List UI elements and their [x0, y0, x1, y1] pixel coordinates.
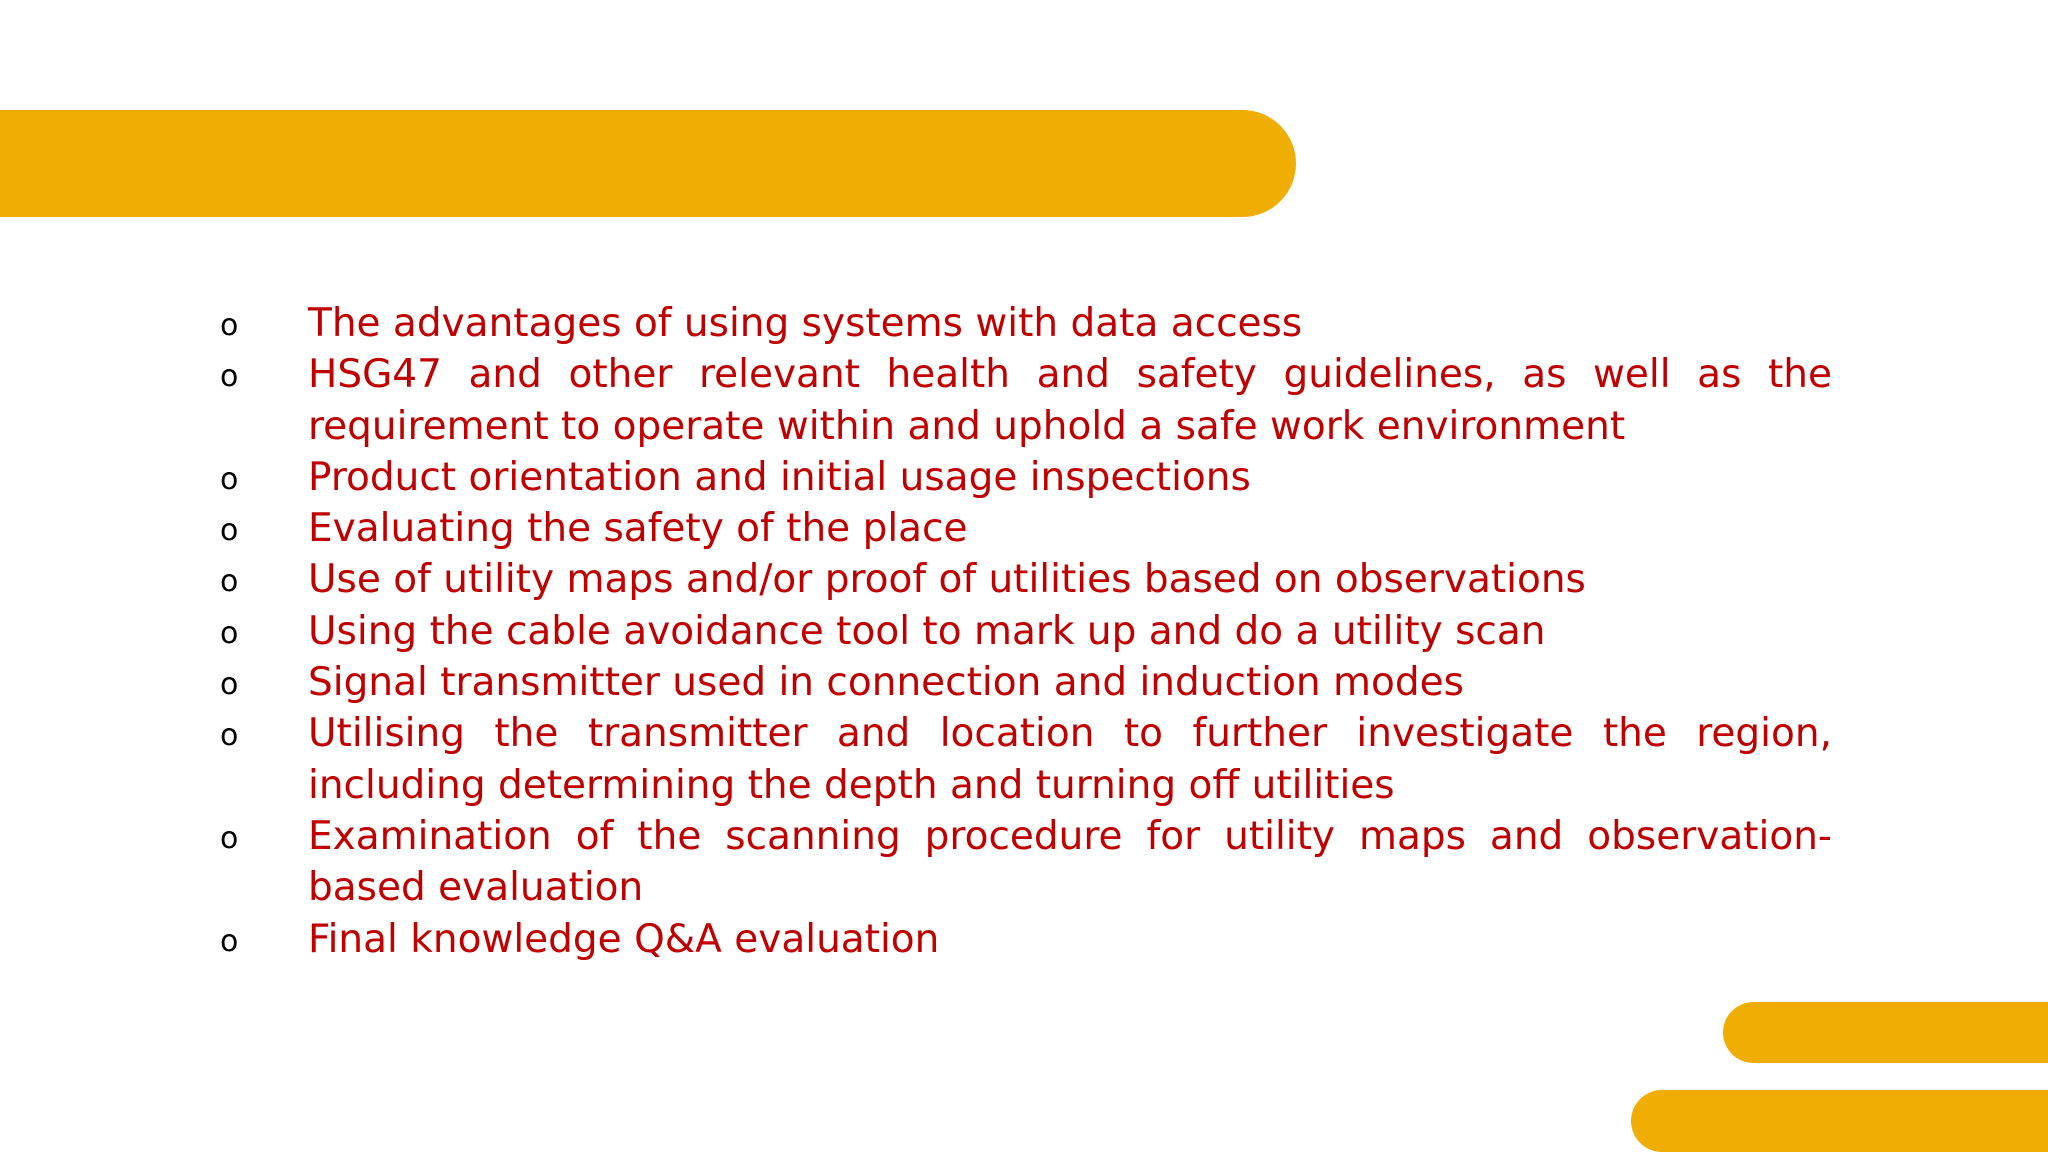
list-item-text: The advantages of using systems with data access [308, 301, 1303, 346]
list-item-text: Examination of the scanning procedure for utility maps and observation-based evaluation [308, 813, 1832, 911]
bullet-marker: o [220, 718, 239, 754]
list-item-text: Use of utility maps and/or proof of utilities based on observations [308, 557, 1586, 603]
list-item-text: Utilising the transmitter and location to further investigate the region, including determining the depth and turning off utilities [308, 711, 1832, 808]
bullet-marker: o [220, 513, 239, 549]
list-item-text: Signal transmitter used in connection and induction modes [308, 660, 1464, 706]
list-item [210, 554, 1832, 605]
list-item [210, 452, 1832, 503]
bullet-marker: o [220, 308, 239, 343]
bullet-marker: o [220, 615, 239, 651]
list-item-text: Using the cable avoidance tool to mark up and do a utility scan [308, 608, 1546, 654]
list-item-text: Product orientation and initial usage inspections [308, 454, 1251, 500]
list-item [210, 811, 1832, 914]
list-item [210, 708, 1832, 811]
list-item [210, 298, 1832, 349]
list-item [210, 914, 1832, 965]
list-item [210, 606, 1832, 657]
bullet-marker: o [220, 359, 239, 395]
bullet-marker: o [220, 461, 239, 497]
bullet-marker: o [220, 564, 239, 600]
list-item [210, 657, 1832, 708]
bullet-list [210, 298, 1832, 965]
list-item [210, 503, 1832, 554]
list-item-text: Final knowledge Q&A evaluation [308, 916, 940, 962]
list-item-text: Evaluating the safety of the place [308, 506, 968, 552]
bottom-accent-bar-upper [1723, 1002, 2048, 1063]
list-item [210, 349, 1832, 452]
list-item-text: HSG47 and other relevant health and safety guidelines, as well as the requirement to operate within and uphold a safe work environment [308, 352, 1832, 449]
bullet-marker: o [220, 667, 239, 703]
bullet-marker: o [220, 820, 239, 856]
bottom-accent-bar-lower [1631, 1090, 2048, 1152]
top-accent-bar [0, 110, 1296, 217]
bullet-marker: o [220, 923, 239, 959]
